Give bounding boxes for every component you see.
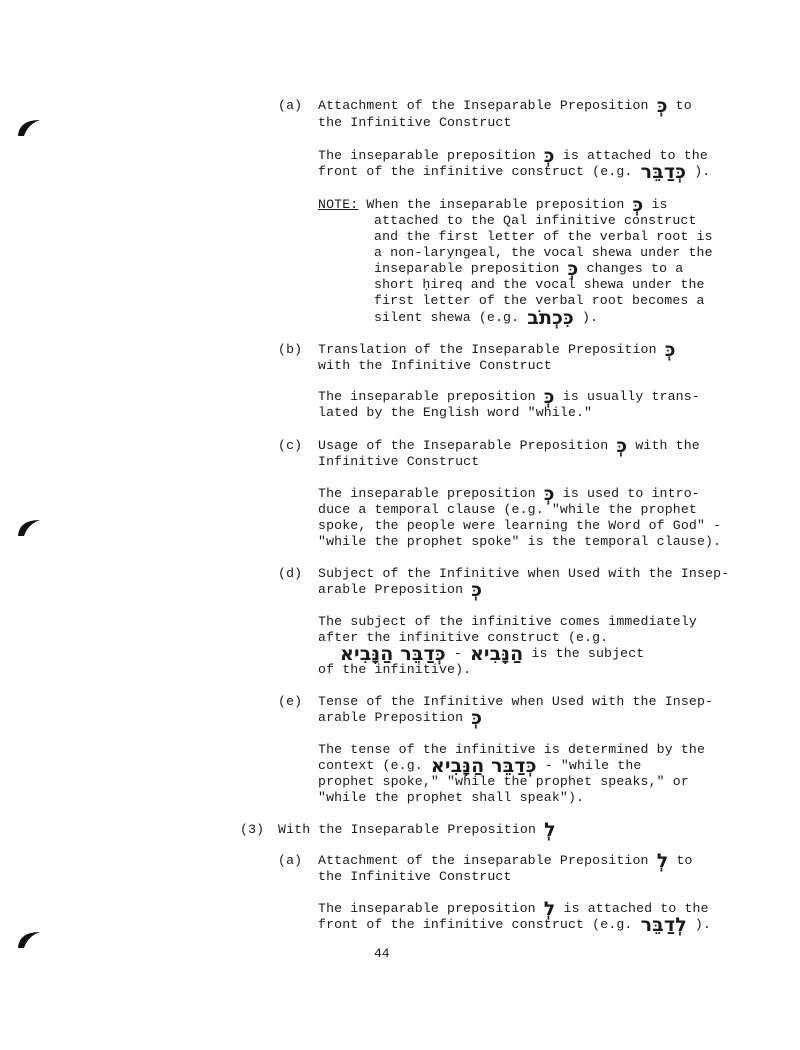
section-3a-heading-2: the Infinitive Construct (318, 869, 512, 884)
section-3a-body: The inseparable preposition לְ is attached to the (318, 898, 709, 920)
hebrew-le: לְ (656, 850, 669, 872)
note-label: NOTE: (318, 197, 359, 212)
note-line-2: attached to the Qal infinitive construct (374, 213, 697, 228)
hebrew-ke: כְּ (632, 194, 644, 216)
section-e-heading: Tense of the Infinitive when Used with the Insep- (318, 694, 714, 709)
section-c-label: (c) (278, 438, 303, 453)
section-b-body: The inseparable preposition כְּ is usually trans- (318, 386, 700, 408)
section-b-label: (b) (278, 342, 303, 357)
section-d-body-4: of the infinitive). (318, 662, 472, 677)
section-e-body-4: "while the prophet shall speak"). (318, 790, 585, 805)
punch-hole-middle (16, 518, 42, 538)
section-e-body-3: prophet spoke," "while the prophet speaks," or (318, 774, 689, 789)
hebrew-hannavi: הַנָּבִיא (469, 643, 524, 665)
section-e-heading-2: arable Preposition כְּ (318, 707, 483, 729)
section-3-label: (3) (240, 822, 265, 837)
hebrew-ke: כְּ (543, 386, 555, 408)
section-c-body-3: spoke, the people were learning the Word of God" - (318, 518, 722, 533)
section-e-body-2: context (e.g. כְּדַבֵּר הַנָּבִיא - "while the (318, 755, 642, 777)
section-d-body-3: כְּדַבֵּר הַנָּבִיא - הַנָּבִיא is the subject (340, 643, 645, 665)
note-line-8: silent shewa (e.g. כִּכְתֹב ). (374, 307, 599, 329)
section-3a-label: (a) (278, 853, 303, 868)
hebrew-le: לְ (543, 898, 556, 920)
note-line-1: NOTE: When the inseparable preposition כְּ is (318, 194, 668, 216)
note-line-3: and the first letter of the verbal root is (374, 229, 713, 244)
note-line-7: first letter of the verbal root becomes a (374, 293, 705, 308)
section-a-label: (a) (278, 98, 303, 113)
hebrew-ke: כְּ (471, 707, 483, 729)
section-d-heading: Subject of the Infinitive when Used with the Insep- (318, 566, 730, 581)
section-a-heading-2: the Infinitive Construct (318, 115, 512, 130)
section-e-body: The tense of the infinitive is determined by the (318, 742, 706, 757)
section-a-heading: Attachment of the Inseparable Preposition כְּ to (318, 95, 692, 117)
punch-hole-top (16, 118, 42, 138)
section-c-body-4: "while the prophet spoke" is the temporal clause). (318, 534, 722, 549)
section-c-body-2: duce a temporal clause (e.g. "while the prophet (318, 502, 697, 517)
section-d-heading-2: arable Preposition כְּ (318, 579, 483, 601)
section-b-heading-2: with the Infinitive Construct (318, 358, 552, 373)
hebrew-ke: כְּ (567, 258, 579, 280)
hebrew-kedabber-hannavi: כְּדַבֵּר הַנָּבִיא (340, 643, 446, 665)
punch-hole-bottom (16, 930, 42, 950)
hebrew-ke: כְּ (543, 145, 555, 167)
section-c-heading: Usage of the Inseparable Preposition כְּ with the (318, 435, 700, 457)
note-line-4: a non-laryngeal, the vocal shewa under the (374, 245, 713, 260)
section-a-body: The inseparable preposition כְּ is attached to the (318, 145, 708, 167)
note-line-6: short ḥireq and the vocal shewa under the (374, 277, 705, 292)
hebrew-kikhtov: כִּכְתֹב (527, 307, 574, 329)
hebrew-le: לְ (544, 819, 556, 841)
hebrew-kedabber-hannavi: כְּדַבֵּר הַנָּבִיא (430, 755, 537, 777)
section-b-heading: Translation of the Inseparable Preposition כְּ (318, 339, 676, 361)
section-3a-body-2: front of the infinitive construct (e.g. לְדַבֵּר ). (318, 914, 712, 936)
section-d-body: The subject of the infinitive comes immediately (318, 614, 697, 629)
note-line-5: inseparable preposition כְּ changes to a (374, 258, 684, 280)
hebrew-ke: כְּ (471, 579, 483, 601)
section-a-body-2: front of the infinitive construct (e.g. כְּדַבֵּר ). (318, 161, 711, 183)
hebrew-ke: כְּ (616, 435, 628, 457)
hebrew-kedabber: כְּדַבֵּר (640, 161, 687, 183)
hebrew-ledabber: לְדַבֵּר (640, 914, 687, 936)
page-number: 44 (374, 946, 390, 961)
hebrew-ke: כְּ (664, 339, 676, 361)
section-b-body-2: lated by the English word "while." (318, 405, 593, 420)
section-3a-heading: Attachment of the inseparable Preposition לְ to (318, 850, 693, 872)
hebrew-ke: כְּ (656, 95, 668, 117)
section-d-body-2: after the infinitive construct (e.g. (318, 630, 609, 645)
section-d-label: (d) (278, 566, 303, 581)
section-e-label: (e) (278, 694, 303, 709)
section-3-heading: With the Inseparable Preposition לְ (278, 819, 556, 841)
hebrew-ke: כְּ (543, 483, 555, 505)
section-c-body: The inseparable preposition כְּ is used to intro- (318, 483, 700, 505)
section-c-heading-2: Infinitive Construct (318, 454, 480, 469)
